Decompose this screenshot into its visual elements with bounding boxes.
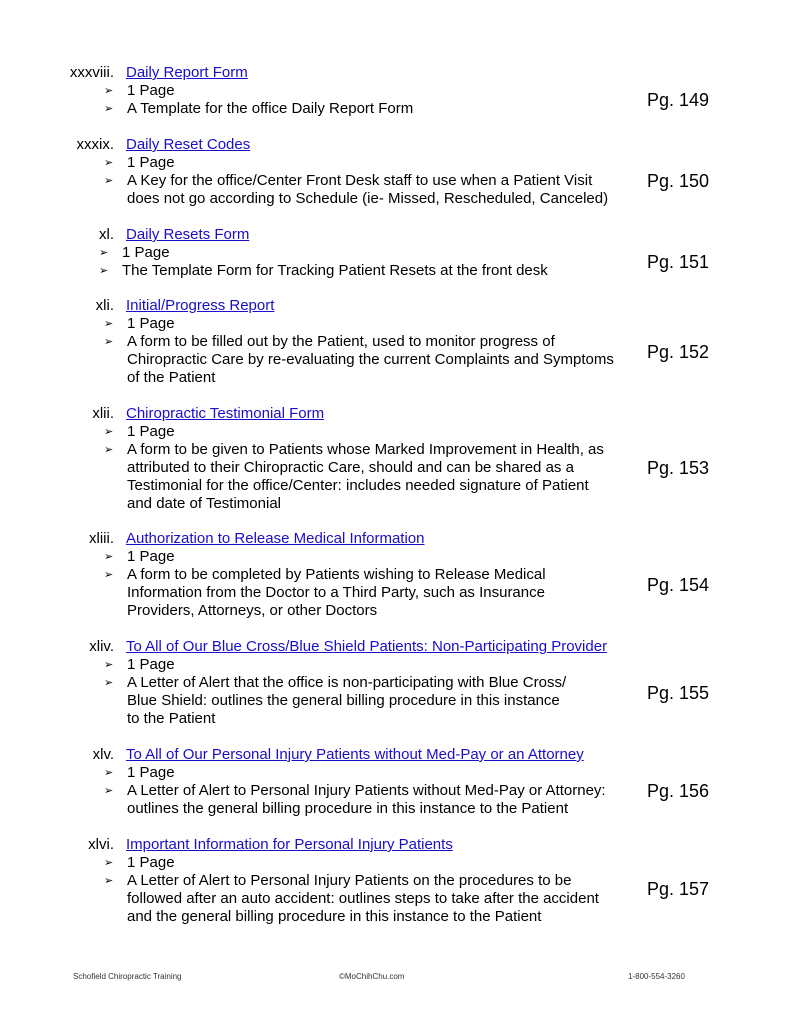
bullet-item [104, 172, 634, 208]
entry-bullet-list [104, 854, 634, 926]
bullet-text: 1 Page [127, 656, 175, 673]
entry-title-link[interactable]: Daily Reset Codes [126, 136, 251, 153]
arrow-bullet-icon: ➢ [99, 265, 109, 277]
page-number: Pg. 157 [647, 879, 710, 899]
bullet-item [104, 441, 634, 513]
bullet-item [104, 764, 634, 782]
entry-title-link[interactable]: Daily Report Form [126, 64, 248, 81]
bullet-text: A Key for the office/Center Front Desk staff to use when a Patient Visit does not go according to Schedule (ie- Missed, Rescheduled, Canceled) [127, 172, 609, 207]
bullet-text: A Letter of Alert to Personal Injury Patients without Med-Pay or Attorney: outlines the general billing procedure in this instance to the Patient [127, 782, 606, 817]
page-number: Pg. 149 [647, 90, 710, 110]
bullet-text: A Template for the office Daily Report Form [127, 100, 414, 117]
bullet-text: 1 Page [127, 854, 175, 871]
entry-title-link[interactable]: Daily Resets Form [126, 226, 250, 243]
bullet-text: 1 Page [127, 315, 175, 332]
entry-bullet-list [104, 548, 634, 620]
bullet-item [104, 656, 634, 674]
bullet-text: A form to be filled out by the Patient, used to monitor progress of Chiropractic Care by re-evaluating the current Complaints and Symptoms of the Patient [127, 333, 614, 386]
entry-title-link[interactable]: Important Information for Personal Injury Patients [126, 836, 453, 853]
entry-title-link[interactable]: To All of Our Personal Injury Patients without Med-Pay or an Attorney [126, 746, 584, 763]
page-number: Pg. 153 [647, 458, 710, 478]
bullet-text: A form to be completed by Patients wishing to Release Medical Information from the Doctor to a Third Party, such as Insurance Providers, Attorneys, or other Doctors [127, 566, 546, 619]
bullet-text: 1 Page [122, 244, 170, 261]
bullet-text: A Letter of Alert to Personal Injury Patients on the procedures to be followed after an auto accident: outlines steps to take after the accident and the general billing procedure in this instance to the Patient [127, 872, 599, 925]
bullet-item [104, 872, 634, 926]
page-number: Pg. 156 [647, 781, 710, 801]
entry-title-link[interactable]: Chiropractic Testimonial Form [126, 405, 325, 422]
arrow-bullet-icon: ➢ [104, 857, 114, 869]
arrow-bullet-icon: ➢ [104, 318, 114, 330]
arrow-bullet-icon: ➢ [104, 175, 114, 187]
entry-numeral: xlii. [92, 405, 114, 422]
bullet-item [104, 566, 634, 620]
bullet-item [104, 82, 634, 100]
entry-bullet-list [104, 656, 634, 728]
entry-numeral: xxxviii. [69, 64, 114, 81]
bullet-item [104, 854, 634, 872]
footer-center: ©MoChihChu.com [339, 972, 405, 981]
entry-bullet-list [99, 244, 629, 280]
bullet-text: 1 Page [127, 154, 175, 171]
bullet-text: 1 Page [127, 82, 175, 99]
entry-numeral: xli. [95, 297, 114, 314]
arrow-bullet-icon: ➢ [104, 551, 114, 563]
bullet-item [99, 244, 629, 262]
entry-bullet-list [104, 315, 634, 387]
entry-numeral: xlv. [92, 746, 114, 763]
page-number: Pg. 151 [647, 252, 710, 272]
bullet-item [104, 100, 634, 118]
entry-bullet-list [104, 82, 634, 118]
entry-bullet-list [104, 764, 634, 818]
bullet-item [104, 333, 634, 387]
arrow-bullet-icon: ➢ [104, 103, 114, 115]
bullet-text: The Template Form for Tracking Patient Resets at the front desk [122, 262, 548, 279]
entry-title-link[interactable]: Authorization to Release Medical Information [126, 530, 425, 547]
arrow-bullet-icon: ➢ [104, 767, 114, 779]
arrow-bullet-icon: ➢ [104, 677, 114, 689]
bullet-item [104, 548, 634, 566]
entry-numeral: xliv. [89, 638, 114, 655]
bullet-item [104, 315, 634, 333]
footer-left: Schofield Chiropractic Training [73, 972, 182, 981]
page-number: Pg. 155 [647, 683, 710, 703]
entry-numeral: xl. [99, 226, 114, 243]
bullet-item [99, 262, 629, 280]
arrow-bullet-icon: ➢ [99, 247, 109, 259]
arrow-bullet-icon: ➢ [104, 444, 114, 456]
bullet-text: A Letter of Alert that the office is non-participating with Blue Cross/ Blue Shield: outlines the general billing procedure in this instance to the Patient [127, 674, 567, 727]
arrow-bullet-icon: ➢ [104, 785, 114, 797]
bullet-item [104, 423, 634, 441]
entry-numeral: xliii. [89, 530, 114, 547]
bullet-item [104, 154, 634, 172]
arrow-bullet-icon: ➢ [104, 85, 114, 97]
arrow-bullet-icon: ➢ [104, 569, 114, 581]
bullet-text: 1 Page [127, 423, 175, 440]
bullet-text: 1 Page [127, 548, 175, 565]
bullet-text: A form to be given to Patients whose Marked Improvement in Health, as attributed to their Chiropractic Care, should and can be shared as a Testimonial for the office/Center: includes needed signature of Patient and date of Testimonial [127, 441, 604, 512]
entry-numeral: xxxix. [76, 136, 114, 153]
page-number: Pg. 154 [647, 575, 710, 595]
bullet-item [104, 782, 634, 818]
bullet-item [104, 674, 634, 728]
arrow-bullet-icon: ➢ [104, 336, 114, 348]
page-number: Pg. 150 [647, 171, 710, 191]
arrow-bullet-icon: ➢ [104, 875, 114, 887]
footer-right: 1-800-554-3260 [628, 972, 685, 981]
entry-numeral: xlvi. [88, 836, 114, 853]
arrow-bullet-icon: ➢ [104, 659, 114, 671]
entry-title-link[interactable]: Initial/Progress Report [126, 297, 275, 314]
arrow-bullet-icon: ➢ [104, 157, 114, 169]
bullet-text: 1 Page [127, 764, 175, 781]
entry-bullet-list [104, 154, 634, 208]
arrow-bullet-icon: ➢ [104, 426, 114, 438]
entry-bullet-list [104, 423, 634, 513]
page-number: Pg. 152 [647, 342, 710, 362]
entry-title-link[interactable]: To All of Our Blue Cross/Blue Shield Patients: Non-Participating Provider [126, 638, 608, 655]
